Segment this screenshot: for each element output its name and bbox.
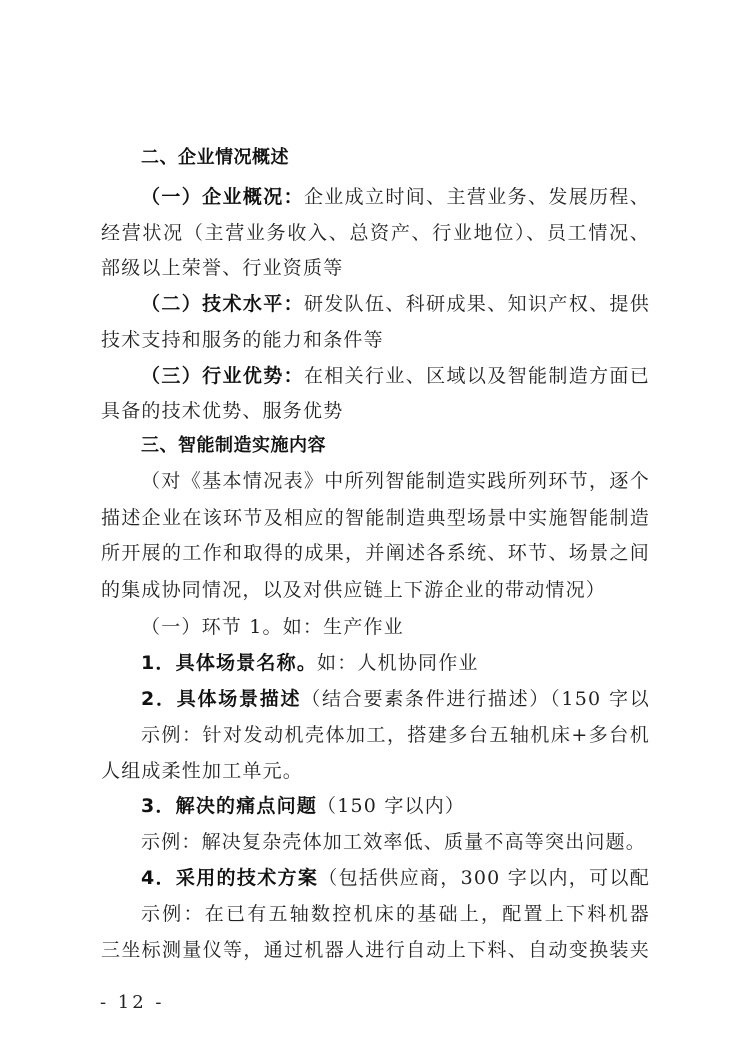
- item-heading: [101, 866, 650, 890]
- paragraph-line: [101, 185, 650, 209]
- paragraph-line: [101, 221, 650, 245]
- label: （二）技术水平：: [141, 293, 304, 315]
- text: 经营状况（主营业务收入、总资产、行业地位）、员工情况、: [101, 222, 650, 244]
- text: 三坐标测量仪等，通过机器人进行自动上下料、自动变换装夹: [101, 939, 650, 961]
- text: 企业成立时间、主营业务、发展历程、: [303, 186, 650, 208]
- section-heading: [101, 146, 650, 170]
- paragraph-line: [101, 759, 650, 783]
- text: 所开展的工作和取得的成果，并阐述各系统、环节、场景之间: [101, 542, 650, 564]
- label: 2．具体场景描述: [141, 688, 302, 710]
- item-heading: [101, 794, 650, 818]
- paragraph-line: [101, 902, 650, 926]
- page-number: - 12 -: [100, 992, 165, 1013]
- label: 4．采用的技术方案: [141, 867, 319, 889]
- subsection-heading: [101, 615, 650, 639]
- text: （结合要素条件进行描述）（150 字以: [301, 688, 650, 710]
- text: （150 字以内）: [317, 795, 466, 817]
- text: 部级以上荣誉、行业资质等: [101, 257, 344, 279]
- paragraph-line: [101, 723, 650, 747]
- text: 技术支持和服务的能力和条件等: [101, 329, 384, 351]
- text: 研发队伍、科研成果、知识产权、提供: [303, 293, 650, 315]
- paragraph-line: [101, 328, 650, 352]
- text: 在相关行业、区域以及智能制造方面已: [303, 365, 650, 387]
- text: 人组成柔性加工单元。: [101, 760, 304, 782]
- section-heading: [101, 434, 650, 458]
- label: 3．解决的痛点问题: [141, 795, 318, 817]
- text: 示例：在已有五轴数控机床的基础上，配置上下料机器: [141, 903, 650, 925]
- heading-text: 三、智能制造实施内容: [141, 435, 326, 456]
- paragraph-line: [101, 506, 650, 530]
- label: （三）行业优势：: [141, 365, 304, 387]
- text: 示例：解决复杂壳体加工效率低、质量不高等突出问题。: [141, 831, 647, 853]
- paragraph-line: [101, 541, 650, 565]
- text: 的集成协同情况，以及对供应链上下游企业的带动情况）: [101, 579, 607, 601]
- item-heading: [101, 687, 650, 711]
- text: （一）环节 1。如：生产作业: [141, 616, 404, 638]
- heading-text: 二、企业情况概述: [141, 147, 289, 168]
- paragraph-line: [101, 364, 650, 388]
- item-heading: [101, 651, 650, 675]
- text: 具备的技术优势、服务优势: [101, 400, 344, 422]
- paragraph-line: [101, 256, 650, 280]
- paragraph-line: [101, 399, 650, 423]
- text: 示例：针对发动机壳体加工，搭建多台五轴机床+多台机: [141, 724, 650, 746]
- text: （对《基本情况表》中所列智能制造实践所列环节，逐个: [141, 470, 650, 492]
- text: 描述企业在该环节及相应的智能制造典型场景中实施智能制造: [101, 507, 650, 529]
- text: （包括供应商，300 字以内，可以配: [318, 867, 650, 889]
- paragraph-line: [101, 830, 650, 854]
- label: 1．具体场景名称。: [141, 652, 318, 674]
- text: 如：人机协同作业: [317, 652, 479, 674]
- paragraph-line: [101, 578, 650, 602]
- paragraph-line: [101, 292, 650, 316]
- label: （一）企业概况：: [141, 186, 304, 208]
- paragraph-line: [101, 469, 650, 493]
- paragraph-line: [101, 938, 650, 962]
